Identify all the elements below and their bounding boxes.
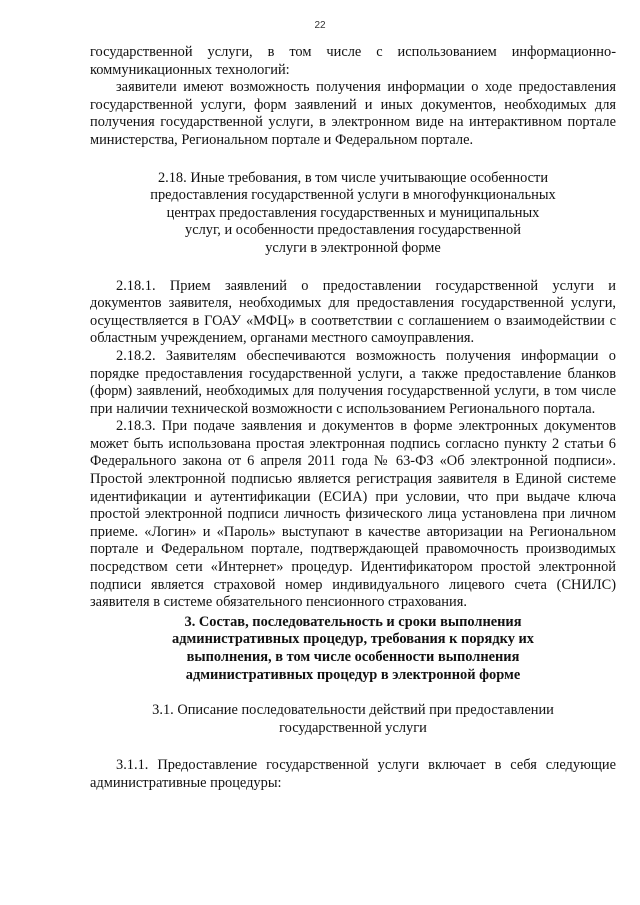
heading-line: предоставления государственной услуги в многофункциональных bbox=[150, 187, 556, 204]
document-body bbox=[90, 44, 616, 793]
paragraph-2-18-1: 2.18.1. Прием заявлений о предоставлении государственной услуги и документов заявителя, необходимых для предоставления государственной услуги, осуществляется в ГОАУ «МФЦ» в соответствии с соглашением о взаимодействии с областным учреждением, органами местного самоуправления. bbox=[90, 277, 616, 347]
page-number: 22 bbox=[314, 20, 326, 31]
paragraph-continuation: государственной услуги, в том числе с использованием информационно-коммуникационных технологий: bbox=[90, 44, 616, 78]
section-3-1-heading bbox=[90, 702, 616, 737]
heading-line: услуг, и особенности предоставления государственной bbox=[185, 222, 521, 239]
heading-line: административных процедур, требования к порядку их bbox=[172, 631, 534, 648]
heading-line: 3. Состав, последовательность и сроки выполнения bbox=[184, 613, 522, 630]
heading-line: административных процедур в электронной форме bbox=[185, 666, 521, 683]
heading-line: государственной услуги bbox=[279, 719, 427, 736]
paragraph-2-18-2: 2.18.2. Заявителям обеспечиваются возможность получения информации о порядке предоставления государственной услуги, а также предоставление бланков (форм) заявлений, необходимых для получения государственной услуги, в том числе при наличии технической возможности с использованием Регионального портала. bbox=[90, 347, 616, 417]
heading-line: 3.1. Описание последовательности действий при предоставлении bbox=[152, 702, 554, 719]
heading-line: 2.18. Иные требования, в том числе учитывающие особенности bbox=[157, 169, 549, 186]
paragraph-3-1-1: 3.1.1. Предоставление государственной услуги включает в себя следующие административные процедуры: bbox=[90, 757, 616, 791]
heading-line: услуги в электронной форме bbox=[265, 239, 441, 256]
paragraph-applicants-info: заявители имеют возможность получения информации о ходе предоставления государственной услуги, форм заявлений и иных документов, необходимых для получения государственной услуги, в электронном виде на интерактивном портале министерства, Региональном портале и Федеральном портале. bbox=[90, 79, 616, 148]
heading-line: центрах предоставления государственных и муниципальных bbox=[166, 204, 540, 221]
heading-line: выполнения, в том числе особенности выполнения bbox=[186, 649, 520, 665]
section-3-heading bbox=[90, 614, 616, 684]
paragraph-2-18-3: 2.18.3. При подаче заявления и документов в форме электронных документов может быть использована простая электронная подпись согласно пункту 2 статьи 6 Федерального закона от 6 апреля 2011 года № 63-ФЗ «Об электронной подписи». Простой электронной подписью является регистрация заявителя в Единой системе идентификации и аутентификации (ЕСИА) при условии, что при выдаче ключа простой электронной подписи личность физического лица установлена при личном приеме. «Логин» и «Пароль» выступают в качестве авторизации на Региональном портале и Федеральном портале, подтверждающей правомочность производимых посредством сети «Интернет» процедур. Идентификатором простой электронной подписи является страховой номер индивидуального лицевого счета (СНИЛС) заявителя в системе обязательного пенсионного страхования. bbox=[90, 418, 616, 611]
section-2-18-heading bbox=[90, 170, 616, 258]
